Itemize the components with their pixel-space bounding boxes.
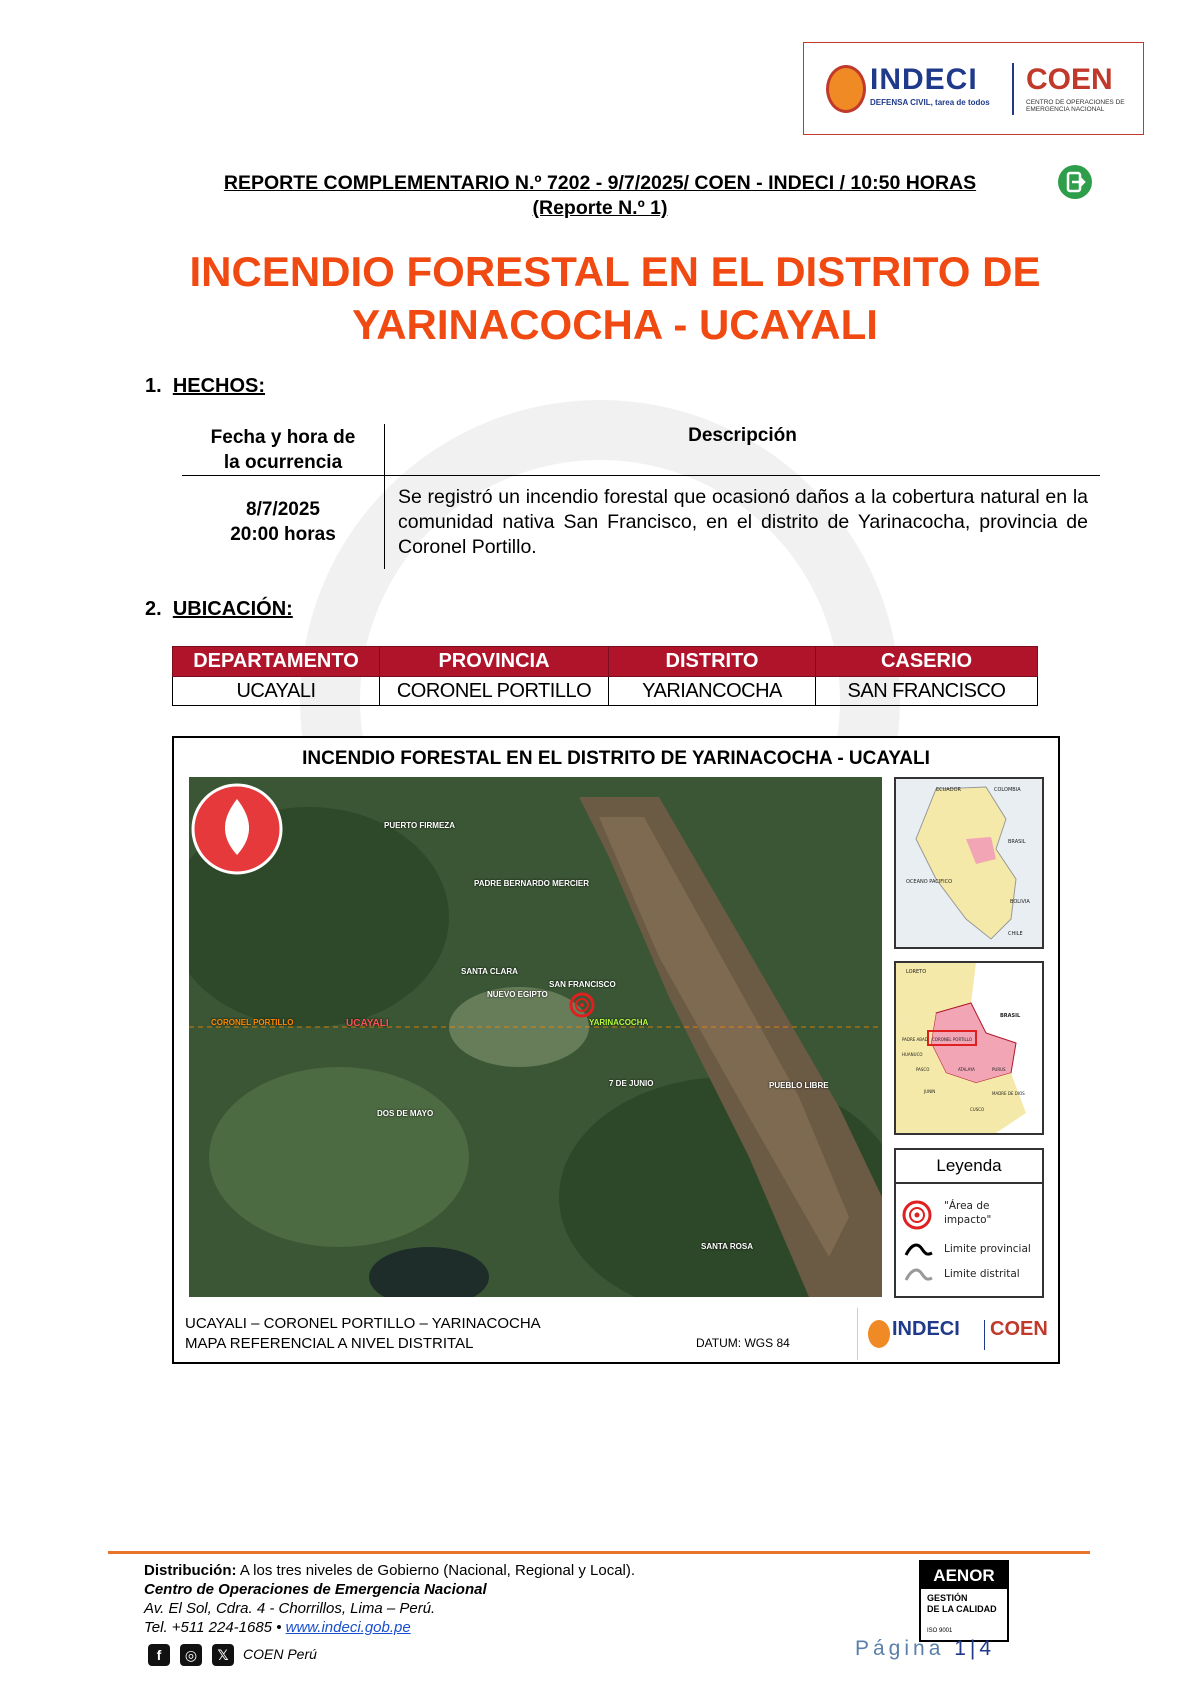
aenor-subtitle (927, 1593, 997, 1615)
page-number: Página 1|4 (855, 1637, 996, 1660)
satellite-map-graphic (189, 777, 882, 1297)
page-label: Página (855, 1637, 945, 1660)
hechos-col2-header: Descripción (688, 425, 797, 446)
map-title: INCENDIO FORESTAL EN EL DISTRITO DE YARINACOCHA - UCAYALI (302, 748, 930, 769)
logo-separator (984, 1320, 985, 1350)
cell-departamento: UCAYALI (173, 677, 380, 706)
header-provincia: PROVINCIA (380, 647, 609, 677)
cell-provincia: CORONEL PORTILLO (380, 677, 609, 706)
legend-impact-line-1: "Área de (944, 1200, 990, 1212)
section-label: UBICACIÓN: (172, 598, 293, 620)
col1-header-line-2: la ocurrencia (223, 452, 343, 473)
footer-contact (144, 1618, 411, 1637)
inset2-label-madre-de-dios: MADRE DE DIOS (992, 1091, 1025, 1096)
distribution-label: Distribución: (144, 1562, 237, 1579)
table-row (173, 677, 1038, 706)
aenor-sub-line-2: DE LA CALIDAD (927, 1604, 997, 1614)
coen-logo-subtitle: CENTRO DE OPERACIONES DE EMERGENCIA NACIONAL (1026, 99, 1125, 113)
map-label-pueblo-libre: PUEBLO LIBRE (769, 1081, 829, 1090)
hechos-description: Se registró un incendio forestal que ocasionó daños a la cobertura natural en la comunidad nativa San Francisco, en el distrito de Yarinacocha, provincia de Coronel Portillo. (398, 486, 1088, 558)
inset2-label-brasil: BRASIL (1000, 1013, 1021, 1019)
inset2-label-purus: PURUS (992, 1067, 1006, 1072)
map-figure (172, 736, 1060, 1364)
instagram-icon[interactable]: ◎ (180, 1644, 202, 1666)
hechos-datetime (182, 497, 384, 547)
map-footer-description: MAPA REFERENCIAL A NIVEL DISTRITAL (185, 1335, 474, 1352)
footer-center: Centro de Operaciones de Emergencia Nacional (144, 1581, 487, 1598)
impact-area-icon (902, 1200, 932, 1230)
section-ubicacion-heading (145, 598, 293, 621)
report-heading (150, 171, 1050, 221)
map-label-san-francisco: SAN FRANCISCO (549, 980, 616, 989)
header-logo-box (803, 42, 1144, 135)
footer-web-link[interactable]: www.indeci.gob.pe (285, 1619, 411, 1636)
legend-distrital: Limite distrital (944, 1268, 1020, 1280)
inset1-label-colombia: COLOMBIA (994, 787, 1021, 793)
distribution-text: A los tres niveles de Gobierno (Nacional, Regional y Local). (236, 1562, 636, 1579)
legend-provincial: Limite provincial (944, 1243, 1031, 1255)
aenor-certification-badge (919, 1560, 1009, 1642)
header-departamento: DEPARTAMENTO (173, 647, 380, 677)
coen-logo-text: COEN (1026, 63, 1113, 96)
inset1-label-brasil: BRASIL (1008, 839, 1026, 845)
footer-tel: Tel. +511 224-1685 • (144, 1619, 286, 1636)
footer-divider (108, 1551, 1090, 1554)
ubicacion-table (172, 646, 1038, 706)
legend-impact-line-2: impacto" (944, 1214, 992, 1226)
table-horizontal-divider (182, 475, 1100, 476)
inset2-label-atalaya: ATALAYA (958, 1067, 975, 1072)
inset1-label-ecuador: ECUADOR (936, 787, 961, 793)
map-datum: DATUM: WGS 84 (696, 1336, 790, 1350)
inset2-label-loreto: LORETO (906, 969, 927, 975)
map-footer-logos (857, 1308, 1057, 1360)
x-twitter-icon[interactable]: 𝕏 (212, 1644, 234, 1666)
satellite-map (189, 777, 882, 1297)
section-hechos-heading (145, 375, 265, 398)
header-caserio: CASERIO (816, 647, 1038, 677)
peru-inset-graphic (896, 779, 1042, 947)
map-label-santa-rosa: SANTA ROSA (701, 1242, 753, 1251)
inset2-label-coronel-portillo: CORONEL PORTILLO (932, 1037, 973, 1042)
aenor-sub-line-1: GESTIÓN (927, 1593, 968, 1603)
hechos-date: 8/7/2025 (246, 499, 320, 520)
table-vertical-divider (384, 424, 385, 569)
map-legend (894, 1148, 1044, 1298)
map-label-7-de-junio: 7 DE JUNIO (609, 1079, 654, 1088)
inset1-label-oceano: OCEANO PACIFICO (906, 879, 953, 885)
footer-distribution (144, 1561, 635, 1580)
map-label-nuevo-egipto: NUEVO EGIPTO (487, 990, 548, 999)
table-header-row (173, 647, 1038, 677)
map-label-yarinacocha: YARINACOCHA (589, 1018, 649, 1027)
footer-address: Av. El Sol, Cdra. 4 - Chorrillos, Lima – Perú. (144, 1600, 436, 1617)
header-distrito: DISTRITO (609, 647, 816, 677)
inset1-label-bolivia: BOLIVIA (1010, 899, 1030, 905)
social-handle: COEN Perú (243, 1646, 317, 1662)
indeci-logo-text-small: INDECI (892, 1318, 960, 1340)
exit-icon[interactable] (1058, 165, 1092, 199)
hechos-time: 20:00 horas (230, 524, 336, 545)
cell-caserio: SAN FRANCISCO (816, 677, 1038, 706)
map-label-coronel-portillo: CORONEL PORTILLO (211, 1018, 294, 1027)
map-label-santa-clara: SANTA CLARA (461, 967, 518, 976)
inset2-label-huanuco: HUANUCO (902, 1052, 923, 1057)
legend-title: Leyenda (896, 1156, 1042, 1184)
inset2-label-pasco: PASCO (916, 1067, 930, 1072)
report-line-1: REPORTE COMPLEMENTARIO N.º 7202 - 9/7/2025/ COEN - INDECI / 10:50 HORAS (223, 172, 977, 194)
main-title (120, 245, 1110, 351)
indeci-tagline: DEFENSA CIVIL, tarea de todos (870, 98, 990, 107)
map-label-dos-de-mayo: DOS DE MAYO (377, 1109, 434, 1118)
section-number: 1. (145, 375, 162, 397)
cell-distrito: YARIANCOCHA (609, 677, 816, 706)
ucayali-inset-graphic (896, 963, 1042, 1133)
report-line-2: (Reporte N.º 1) (532, 197, 668, 219)
section-label: HECHOS: (172, 375, 266, 397)
page-total: 4 (979, 1637, 996, 1660)
ucayali-inset-map (894, 961, 1044, 1135)
hechos-col1-header (182, 425, 384, 475)
facebook-icon[interactable]: f (148, 1644, 170, 1666)
aenor-logo: AENOR (921, 1562, 1007, 1589)
section-number: 2. (145, 598, 162, 620)
indeci-logo-text: INDECI (870, 63, 978, 96)
map-footer-location: UCAYALI – CORONEL PORTILLO – YARINACOCHA (185, 1315, 541, 1332)
district-limit-icon (904, 1268, 934, 1282)
aenor-iso: ISO 9001 (927, 1628, 953, 1634)
peru-inset-map (894, 777, 1044, 949)
logo-separator (1012, 63, 1014, 115)
indeci-emblem-icon (868, 1320, 890, 1348)
main-title-line-1: INCENDIO FORESTAL EN EL DISTRITO DE (189, 248, 1041, 295)
inset2-label-padre-abad: PADRE ABAD (902, 1037, 928, 1042)
map-label-puerto-firmeza: PUERTO FIRMEZA (384, 821, 455, 830)
inset2-label-cusco: CUSCO (970, 1107, 985, 1112)
col1-header-line-1: Fecha y hora de (210, 427, 356, 448)
map-label-ucayali: UCAYALI (346, 1018, 389, 1029)
inset2-label-junin: JUNIN (924, 1089, 936, 1094)
coen-logo-text-small: COEN (990, 1318, 1048, 1340)
page-current: 1 (954, 1637, 970, 1660)
provincial-limit-icon (904, 1243, 934, 1257)
map-label-padre-bernardo: PADRE BERNARDO MERCIER (474, 879, 589, 888)
indeci-emblem-icon (826, 65, 866, 113)
main-title-line-2: YARINACOCHA - UCAYALI (352, 301, 878, 348)
inset1-label-chile: CHILE (1008, 931, 1023, 937)
